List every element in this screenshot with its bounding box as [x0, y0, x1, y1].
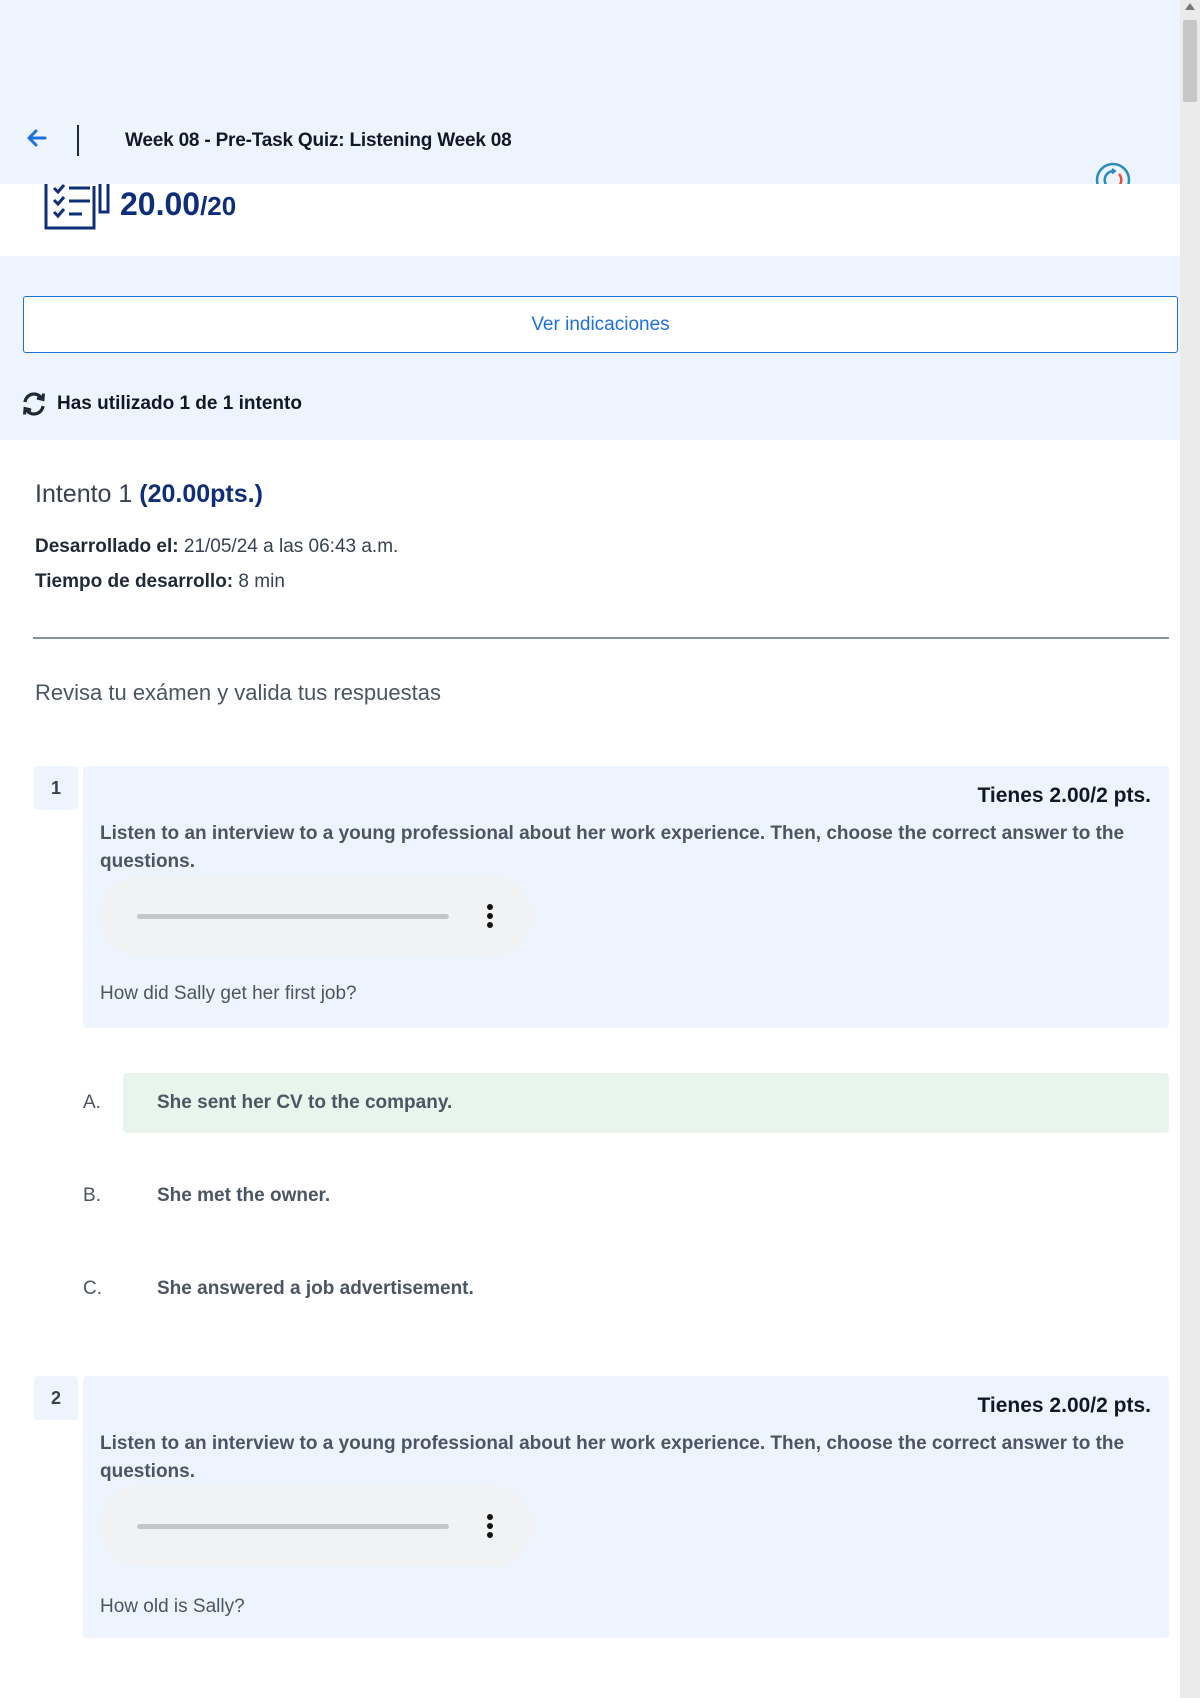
question-points: Tienes 2.00/2 pts.: [977, 784, 1151, 807]
scroll-thumb[interactable]: [1183, 20, 1197, 102]
vertical-scrollbar[interactable]: [1180, 0, 1200, 1698]
developed-label: Desarrollado el:: [35, 536, 179, 557]
answer-option[interactable]: [83, 1073, 1169, 1133]
question-points: Tienes 2.00/2 pts.: [977, 1394, 1151, 1417]
developed-date: [35, 536, 398, 558]
question-number: 1: [34, 766, 78, 810]
score-obtained: 20.00: [120, 186, 201, 222]
duration-value: 8 min: [238, 571, 285, 592]
question-prompt: Listen to an interview to a young professional about her work experience. Then, choose the correct answer to the questions.: [100, 823, 1125, 872]
option-letter: C.: [83, 1278, 102, 1299]
question-text: How did Sally get her first job?: [100, 983, 357, 1004]
score-value: [120, 186, 236, 223]
section-divider: [33, 637, 1169, 639]
question-text: How old is Sally?: [100, 1596, 245, 1617]
view-instructions-button[interactable]: Ver indicaciones: [23, 296, 1178, 353]
option-text: She met the owner.: [157, 1185, 331, 1206]
option-box[interactable]: [123, 1166, 1169, 1226]
option-letter: B.: [83, 1185, 101, 1206]
more-vertical-icon[interactable]: [482, 1513, 498, 1539]
header-divider: [77, 125, 79, 156]
audio-player[interactable]: [100, 876, 532, 956]
review-heading: Revisa tu exámen y valida tus respuestas: [35, 680, 441, 705]
development-time: [35, 571, 285, 593]
option-box[interactable]: [123, 1259, 1169, 1319]
top-bar: [0, 0, 1180, 184]
option-correct-highlight[interactable]: [123, 1073, 1169, 1133]
more-vertical-icon[interactable]: [482, 903, 498, 929]
duration-label: Tiempo de desarrollo:: [35, 571, 234, 592]
attempt-title: [35, 480, 263, 509]
scroll-up-arrow-icon[interactable]: [1185, 3, 1195, 10]
checklist-icon: [44, 184, 112, 230]
audio-progress-track[interactable]: [137, 914, 449, 919]
answer-option[interactable]: [83, 1166, 1169, 1226]
page-title: Week 08 - Pre-Task Quiz: Listening Week 08: [125, 130, 512, 151]
question-card: [83, 766, 1169, 1028]
refresh-icon: [21, 391, 47, 417]
developed-value: 21/05/24 a las 06:43 a.m.: [183, 536, 399, 557]
attempt-label: Intento 1: [35, 480, 133, 508]
score-panel: [0, 184, 1180, 256]
option-text: She answered a job advertisement.: [157, 1278, 474, 1299]
question-card: [83, 1376, 1169, 1638]
info-panel: [0, 256, 1180, 440]
audio-progress-track[interactable]: [137, 1524, 449, 1529]
question-number: 2: [34, 1376, 78, 1420]
option-text: She sent her CV to the company.: [157, 1092, 453, 1113]
option-letter: A.: [83, 1092, 101, 1113]
attempts-info: [21, 391, 302, 417]
answer-option[interactable]: [83, 1259, 1169, 1319]
score-max: /20: [200, 191, 237, 221]
question-prompt: Listen to an interview to a young professional about her work experience. Then, choose the correct answer to the questions.: [100, 1433, 1125, 1482]
audio-player[interactable]: [100, 1486, 532, 1566]
attempts-text: Has utilizado 1 de 1 intento: [57, 393, 302, 414]
arrow-left-icon[interactable]: [24, 126, 48, 150]
attempt-points: (20.00pts.): [139, 480, 263, 508]
